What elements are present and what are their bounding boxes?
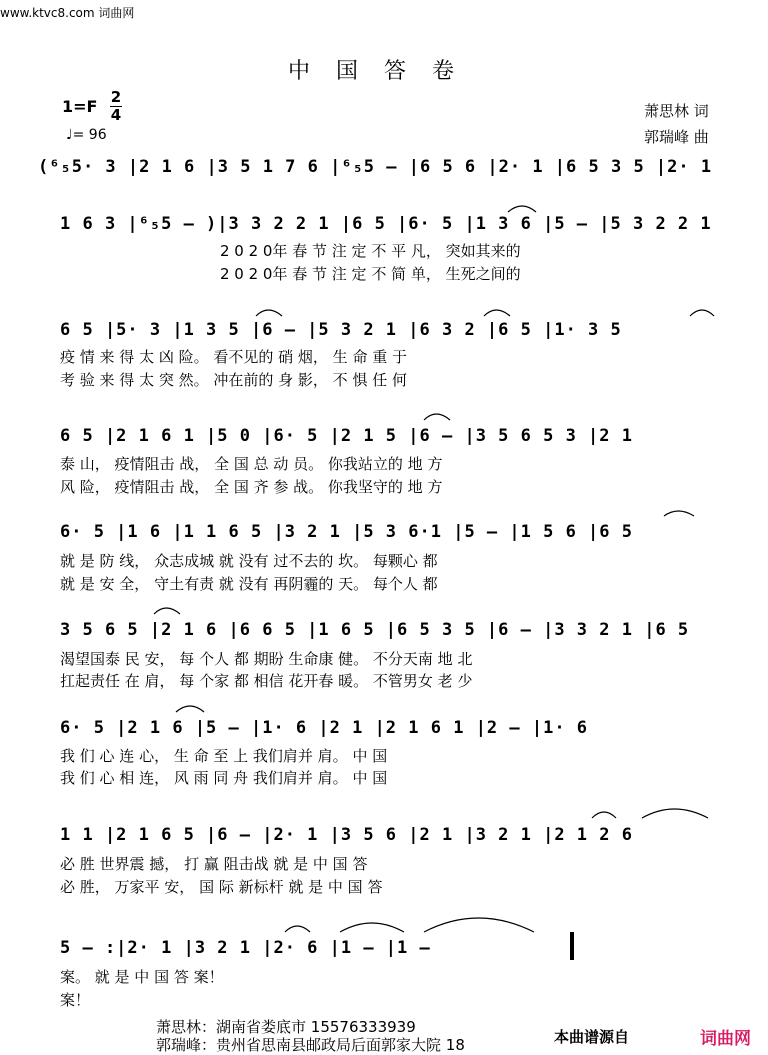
slur [642, 809, 708, 818]
music-line-9: 5 – :|2· 1 |3 2 1 |2· 6 |1 – |1 – [60, 938, 431, 958]
music-line-2: 1 6 3 |⁶₅5 – )|3 3 2 2 1 |6 5 |6· 5 |1 3 6 |5 – |5 3 2 2 1 [60, 214, 712, 234]
slur [424, 414, 450, 420]
slur [664, 511, 694, 516]
lyric-4-verse-1: 泰 山， 疫情阻击 战， 全 国 总 动 员。 你我站立的 地 方 [60, 455, 443, 473]
slur [690, 310, 714, 316]
lyric-7-verse-2: 我 们 心 相 连， 风 雨 同 舟 我们肩并 肩。 中 国 [60, 769, 388, 787]
slur [484, 310, 510, 316]
slur [256, 310, 282, 316]
time-signature-top: 2 [110, 88, 122, 106]
music-line-7: 6· 5 |2 1 6 |5 – |1· 6 |2 1 |2 1 6 1 |2 – |1· 6 [60, 718, 589, 738]
lyric-8-verse-1: 必 胜 世界震 撼， 打 赢 阻击战 就 是 中 国 答 [60, 855, 368, 873]
lyric-3-verse-2: 考 验 来 得 太 突 然。 冲在前的 身 影， 不 惧 任 何 [60, 371, 407, 389]
music-line-3: 6 5 |5· 3 |1 3 5 |6 – |5 3 2 1 |6 3 2 |6 5 |1· 3 5 [60, 320, 622, 340]
slur [154, 608, 180, 614]
source-note: 本曲谱源自 [554, 1028, 630, 1046]
footer-lyricist-contact: 萧思林：湖南省娄底市 15576333939 [156, 1018, 416, 1036]
lyric-7-verse-1: 我 们 心 连 心， 生 命 至 上 我们肩并 肩。 中 国 [60, 747, 388, 765]
slur [176, 706, 204, 712]
music-line-1: (⁶₅5· 3 |2 1 6 |3 5 1 7 6 |⁶₅5 – |6 5 6 |2· 1 |6 5 3 5 |2· 1 [38, 157, 713, 177]
lyricist-credit: 萧思林 词 [644, 102, 709, 120]
lyric-6-verse-2: 扛起责任 在 肩， 每 个家 都 相信 花开春 暖。 不管男女 老 少 [60, 672, 473, 690]
lyric-6-verse-1: 渴望国泰 民 安， 每 个人 都 期盼 生命康 健。 不分天南 地 北 [60, 650, 473, 668]
music-line-8: 1 1 |2 1 6 5 |6 – |2· 1 |3 5 6 |2 1 |3 2 1 |2 1 2 6 [60, 825, 633, 845]
lyric-4-verse-2: 风 险， 疫情阻击 战， 全 国 齐 参 战。 你我坚守的 地 方 [60, 478, 443, 496]
lyric-5-verse-2: 就 是 安 全， 守土有责 就 没有 再阴霾的 天。 每个人 都 [60, 575, 438, 593]
slur [285, 926, 310, 932]
music-line-6: 3 5 6 5 |2 1 6 |6 6 5 |1 6 5 |6 5 3 5 |6 – |3 3 2 1 |6 5 [60, 620, 690, 640]
slur [424, 918, 534, 932]
lyric-2-verse-2: 2 0 2 0年 春 节 注 定 不 简 单， 生死之间的 [220, 265, 521, 283]
composer-credit: 郭瑞峰 曲 [644, 128, 709, 146]
footer-composer-contact: 郭瑞峰：贵州省思南县邮政局后面郭家大院 18 [156, 1036, 465, 1054]
slur [508, 206, 536, 212]
lyric-8-verse-2: 必 胜， 万家平 安， 国 际 新标杆 就 是 中 国 答 [60, 878, 383, 896]
lyric-3-verse-1: 疫 情 来 得 太 凶 险。 看不见的 硝 烟， 生 命 重 于 [60, 348, 407, 366]
tempo-marking: ♩= 96 [66, 127, 107, 143]
lyric-9-verse-1: 案。 就 是 中 国 答 案！ [60, 968, 224, 986]
key-signature: 1=F [62, 97, 98, 116]
music-line-4: 6 5 |2 1 6 1 |5 0 |6· 5 |2 1 5 |6 – |3 5 6 5 3 |2 1 [60, 426, 633, 446]
site-url[interactable]: www.ktvc8.com 词曲网 [0, 6, 135, 20]
watermark-logo[interactable]: 词曲网 [700, 1029, 751, 1049]
slur [592, 812, 616, 818]
lyric-5-verse-1: 就 是 防 线， 众志成城 就 没有 过不去的 坎。 每颗心 都 [60, 552, 438, 570]
time-signature-bottom: 4 [110, 106, 122, 124]
slur [340, 923, 404, 932]
music-line-5: 6· 5 |1 6 |1 1 6 5 |3 2 1 |5 3 6·1 |5 – |1 5 6 |6 5 [60, 522, 633, 542]
song-title: 中国答卷 [287, 59, 480, 84]
lyric-2-verse-1: 2 0 2 0年 春 节 注 定 不 平 凡， 突如其来的 [220, 242, 521, 260]
lyric-9-verse-2: 案！ [60, 991, 91, 1009]
